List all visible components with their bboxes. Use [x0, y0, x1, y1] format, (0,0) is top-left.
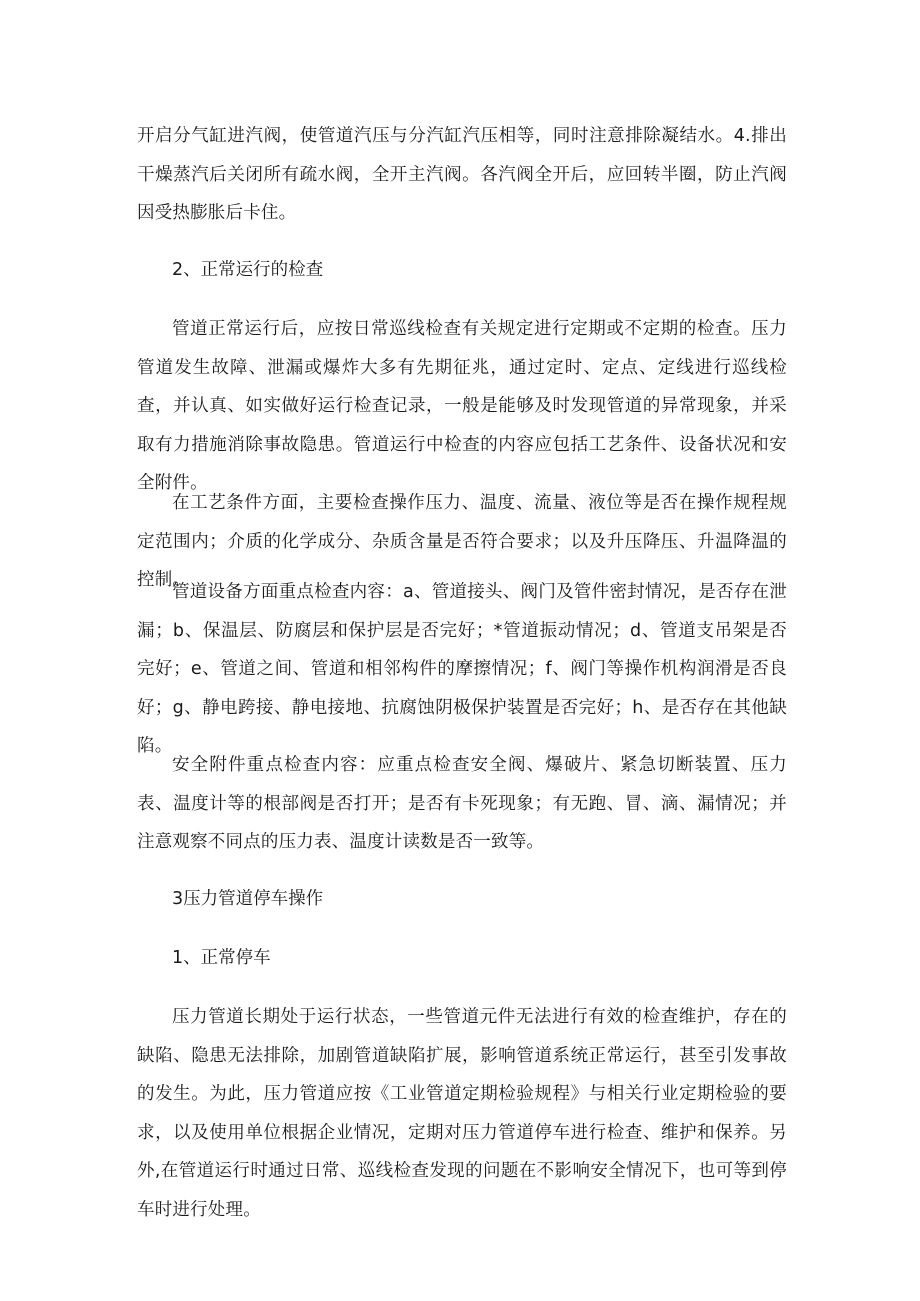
paragraph-safety-accessories: 安全附件重点检查内容：应重点检查安全阀、爆破片、紧急切断装置、压力表、温度计等的根部阀是否打开；是否有卡死现象；有无跑、冒、滴、漏情况；并注意观察不同点的压力表、温度计读数是否一致等。	[137, 755, 787, 852]
paragraph-process-conditions: 在工艺条件方面，主要检查操作压力、温度、流量、液位等是否在操作规程规定范围内；介质的化学成分、杂质含量是否符合要求；以及升压降压、升温降温的控制。	[137, 493, 787, 590]
paragraph-normal-shutdown: 压力管道长期处于运行状态，一些管道元件无法进行有效的检查维护，存在的缺陷、隐患无法排除，加剧管道缺陷扩展，影响管道系统正常运行，甚至引发事故的发生。为此，压力管道应按《工业管道定期检验规程》与相关行业定期检验的要求，以及使用单位根据企业情况，定期对压力管道停车进行检查、维护和保养。另外,在管道运行时通过日常、巡线检查发现的问题在不影响安全情况下，也可等到停车时进行处理。	[137, 1007, 787, 1220]
paragraph-equipment-checks: 管道设备方面重点检查内容：a、管道接头、阀门及管件密封情况，是否存在泄漏；b、保温层、防腐层和保护层是否完好；*管道振动情况；d、管道支吊架是否完好；e、管道之间、管道和相邻构件的摩擦情况；f、阀门等操作机构润滑是否良好；g、静电跨接、静电接地、抗腐蚀阴极保护装置是否完好；h、是否存在其他缺陷。	[137, 582, 787, 756]
section-heading-normal-operation-check: 2、正常运行的检查	[172, 260, 324, 280]
paragraph-routine-inspection: 管道正常运行后，应按日常巡线检查有关规定进行定期或不定期的检查。压力管道发生故障、泄漏或爆炸大多有先期征兆，通过定时、定点、定线进行巡线检查，并认真、如实做好运行检查记录，一般是能够及时发现管道的异常现象，并采取有力措施消除事故隐患。管道运行中检查的内容应包括工艺条件、设备状况和安全附件。	[137, 319, 787, 493]
subsection-heading-normal-shutdown: 1、正常停车	[172, 948, 271, 968]
section-heading-shutdown-operation: 3压力管道停车操作	[172, 889, 324, 909]
paragraph-continuation: 开启分气缸进汽阀，使管道汽压与分汽缸汽压相等，同时注意排除凝结水。4.排出干燥蒸汽后关闭所有疏水阀，全开主汽阀。各汽阀全开后，应回转半圈，防止汽阀因受热膨胀后卡住。	[137, 126, 787, 223]
